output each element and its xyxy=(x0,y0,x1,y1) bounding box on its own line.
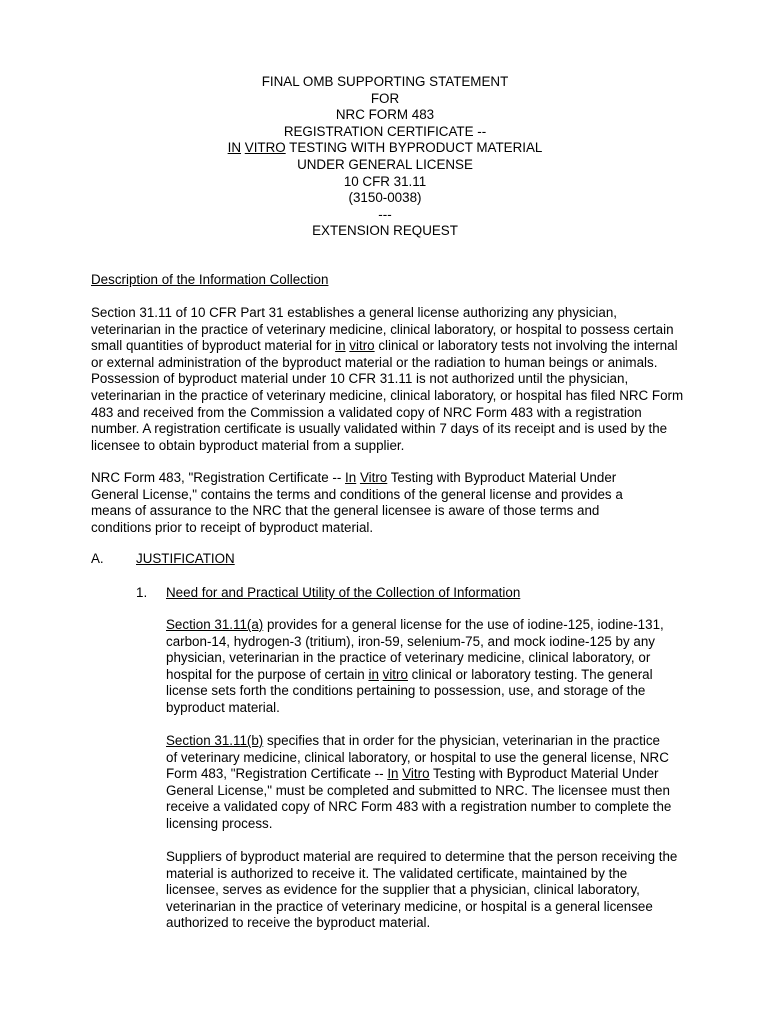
description-paragraph-1: Section 31.11 of 10 CFR Part 31 establishes a general license authorizing any physician, veterinarian in the practice of veterinary medicine, clinical laboratory, or hospital to possess certain small quantities of byproduct material for in vitro clinical or laboratory tests not involving the internal or external administration of the byproduct material or the radiation to human beings or animals. Possession of byproduct material under 10 CFR 31.11 is not authorized until the physician, veterinarian in the practice of veterinary medicine, clinical laboratory, or hospital has filed NRC Form 483 and received from the Commission a validated copy of NRC Form 483 with a registration number. A registration certificate is usually validated within 7 days of its receipt and is used by the licensee to obtain byproduct material from a supplier. xyxy=(91,305,684,453)
title-line: EXTENSION REQUEST xyxy=(312,223,458,239)
title-line: --- xyxy=(378,206,392,222)
title-line: IN VITRO TESTING WITH BYPRODUCT MATERIAL xyxy=(227,140,543,156)
description-paragraph-2: NRC Form 483, "Registration Certificate -- In Vitro Testing with Byproduct Material Under General License," contains the terms and conditions of the general license and provides a means of assurance to the NRC that the general licensee is aware of those terms and conditions prior to receipt of byproduct material. xyxy=(91,470,623,535)
item-1-paragraph-2: Section 31.11(b) specifies that in order for the physician, veterinarian in the practice of veterinary medicine, clinical laboratory, or hospital to use the general license, NRC Form 483, "Registration Certificate -- In Vitro Testing with Byproduct Material Under General License," must be completed and submitted to NRC. The licensee must then receive a validated copy of NRC Form 483 with a registration number to complete the licensing process. xyxy=(166,733,672,831)
section-a-heading: JUSTIFICATION xyxy=(136,551,235,566)
title-line: UNDER GENERAL LICENSE xyxy=(297,156,473,172)
item-1-paragraph-1: Section 31.11(a) provides for a general license for the use of iodine-125, iodine-131, carbon-14, hydrogen-3 (tritium), iron-59, selenium-75, and mock iodine-125 by any physician, veterinarian in the practice of veterinary medicine, clinical laboratory, or hospital for the purpose of certain in vitro clinical or laboratory testing. The general license sets forth the conditions pertaining to possession, use, and storage of the byproduct material. xyxy=(166,617,664,715)
item-1-heading: Need for and Practical Utility of the Collection of Information xyxy=(166,585,521,600)
title-line: 10 CFR 31.11 xyxy=(343,173,427,189)
section-a-label: A. xyxy=(91,551,104,566)
title-line: REGISTRATION CERTIFICATE -- xyxy=(283,123,487,139)
title-line: (3150-0038) xyxy=(348,190,422,206)
item-1-label: 1. xyxy=(136,585,148,600)
description-heading: Description of the Information Collection xyxy=(91,272,329,287)
title-line: FOR xyxy=(370,90,400,106)
item-1-paragraph-3: Suppliers of byproduct material are required to determine that the person receiving the material is authorized to receive it. The validated certificate, maintained by the licensee, serves as evidence for the supplier that a physician, clinical laboratory, veterinarian in the practice of veterinary medicine, or hospital is a general licensee authorized to receive the byproduct material. xyxy=(166,849,678,931)
title-block xyxy=(0,74,770,240)
title-line: NRC FORM 483 xyxy=(335,107,435,123)
title-line: FINAL OMB SUPPORTING STATEMENT xyxy=(261,74,509,89)
